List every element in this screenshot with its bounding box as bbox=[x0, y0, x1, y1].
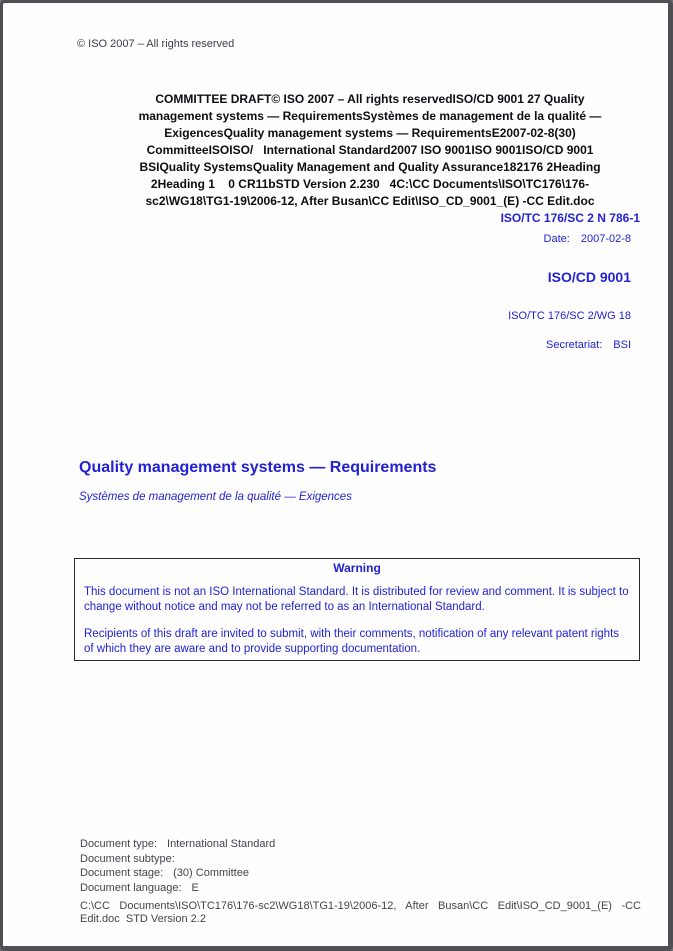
committee-reference-number: ISO/TC 176/SC 2 N 786-1 bbox=[500, 211, 640, 225]
header-line: sc2\WG18\TG1-19\2006-12, After Busan\CC Edit\ISO_CD_9001_(E) -CC Edit.doc bbox=[145, 194, 595, 208]
document-info-row bbox=[80, 852, 275, 867]
document-subtype-label: Document subtype: bbox=[80, 852, 175, 865]
secretariat-value: BSI bbox=[613, 339, 631, 351]
document-stage-value: (30) Committee bbox=[173, 867, 249, 879]
document-title-english: Quality management systems — Requirements bbox=[79, 459, 437, 476]
header-line: management systems — RequirementsSystèmes de management de la qualité — bbox=[138, 109, 602, 123]
document-type-value: International Standard bbox=[167, 838, 276, 850]
document-stage-label: Document stage: bbox=[80, 867, 164, 879]
header-line: COMMITTEE DRAFT© ISO 2007 – All rights reservedISO/CD 9001 27 Quality bbox=[155, 92, 585, 106]
file-path-footer bbox=[80, 900, 641, 926]
document-info-row bbox=[80, 881, 275, 896]
file-path-line: C:\CC Documents\ISO\TC176\176-sc2\WG18\TG1-19\2006-12, After Busan\CC Edit\ISO_CD_9001_(E) -CC bbox=[80, 900, 641, 912]
committee-name: ISO/TC 176/SC 2/WG 18 bbox=[508, 310, 631, 322]
header-line: ExigencesQuality management systems — RequirementsE2007-02-8(30) bbox=[164, 126, 576, 140]
header-line: 2Heading 1 0 CR11bSTD Version 2.230 4C:\CC Documents\ISO\TC176\176- bbox=[150, 177, 590, 191]
secretariat-field bbox=[546, 339, 631, 351]
document-code: ISO/CD 9001 bbox=[547, 269, 631, 285]
document-title-french: Systèmes de management de la qualité — Exigences bbox=[79, 491, 352, 503]
warning-paragraph: This document is not an ISO International Standard. It is distributed for review and comment. It is subject to change without notice and may not be referred to as an International Standard. bbox=[84, 586, 629, 613]
header-line: CommitteeISOISO/ International Standard2007 ISO 9001ISO 9001ISO/CD 9001 bbox=[146, 143, 594, 157]
header-field-block bbox=[100, 91, 640, 227]
warning-paragraph: Recipients of this draft are invited to submit, with their comments, notification of any relevant patent rights of which they are aware and to provide supporting documentation. bbox=[84, 628, 620, 655]
document-language-label: Document language: bbox=[80, 881, 182, 894]
date-label: Date: bbox=[543, 233, 570, 245]
copyright-notice: © ISO 2007 – All rights reserved bbox=[77, 38, 235, 50]
document-type-label: Document type: bbox=[80, 838, 158, 850]
secretariat-label: Secretariat: bbox=[546, 339, 603, 351]
warning-box bbox=[74, 558, 640, 661]
document-info-row bbox=[80, 837, 275, 852]
date-field bbox=[544, 233, 631, 245]
document-info-block bbox=[80, 837, 275, 895]
document-language-value: E bbox=[191, 881, 199, 894]
header-line: BSIQuality SystemsQuality Management and Quality Assurance182176 2Heading bbox=[139, 160, 601, 174]
date-value: 2007-02-8 bbox=[580, 233, 631, 245]
file-path-line: Edit.doc STD Version 2.2 bbox=[80, 913, 206, 925]
warning-title: Warning bbox=[333, 561, 381, 575]
document-info-row bbox=[80, 866, 275, 881]
